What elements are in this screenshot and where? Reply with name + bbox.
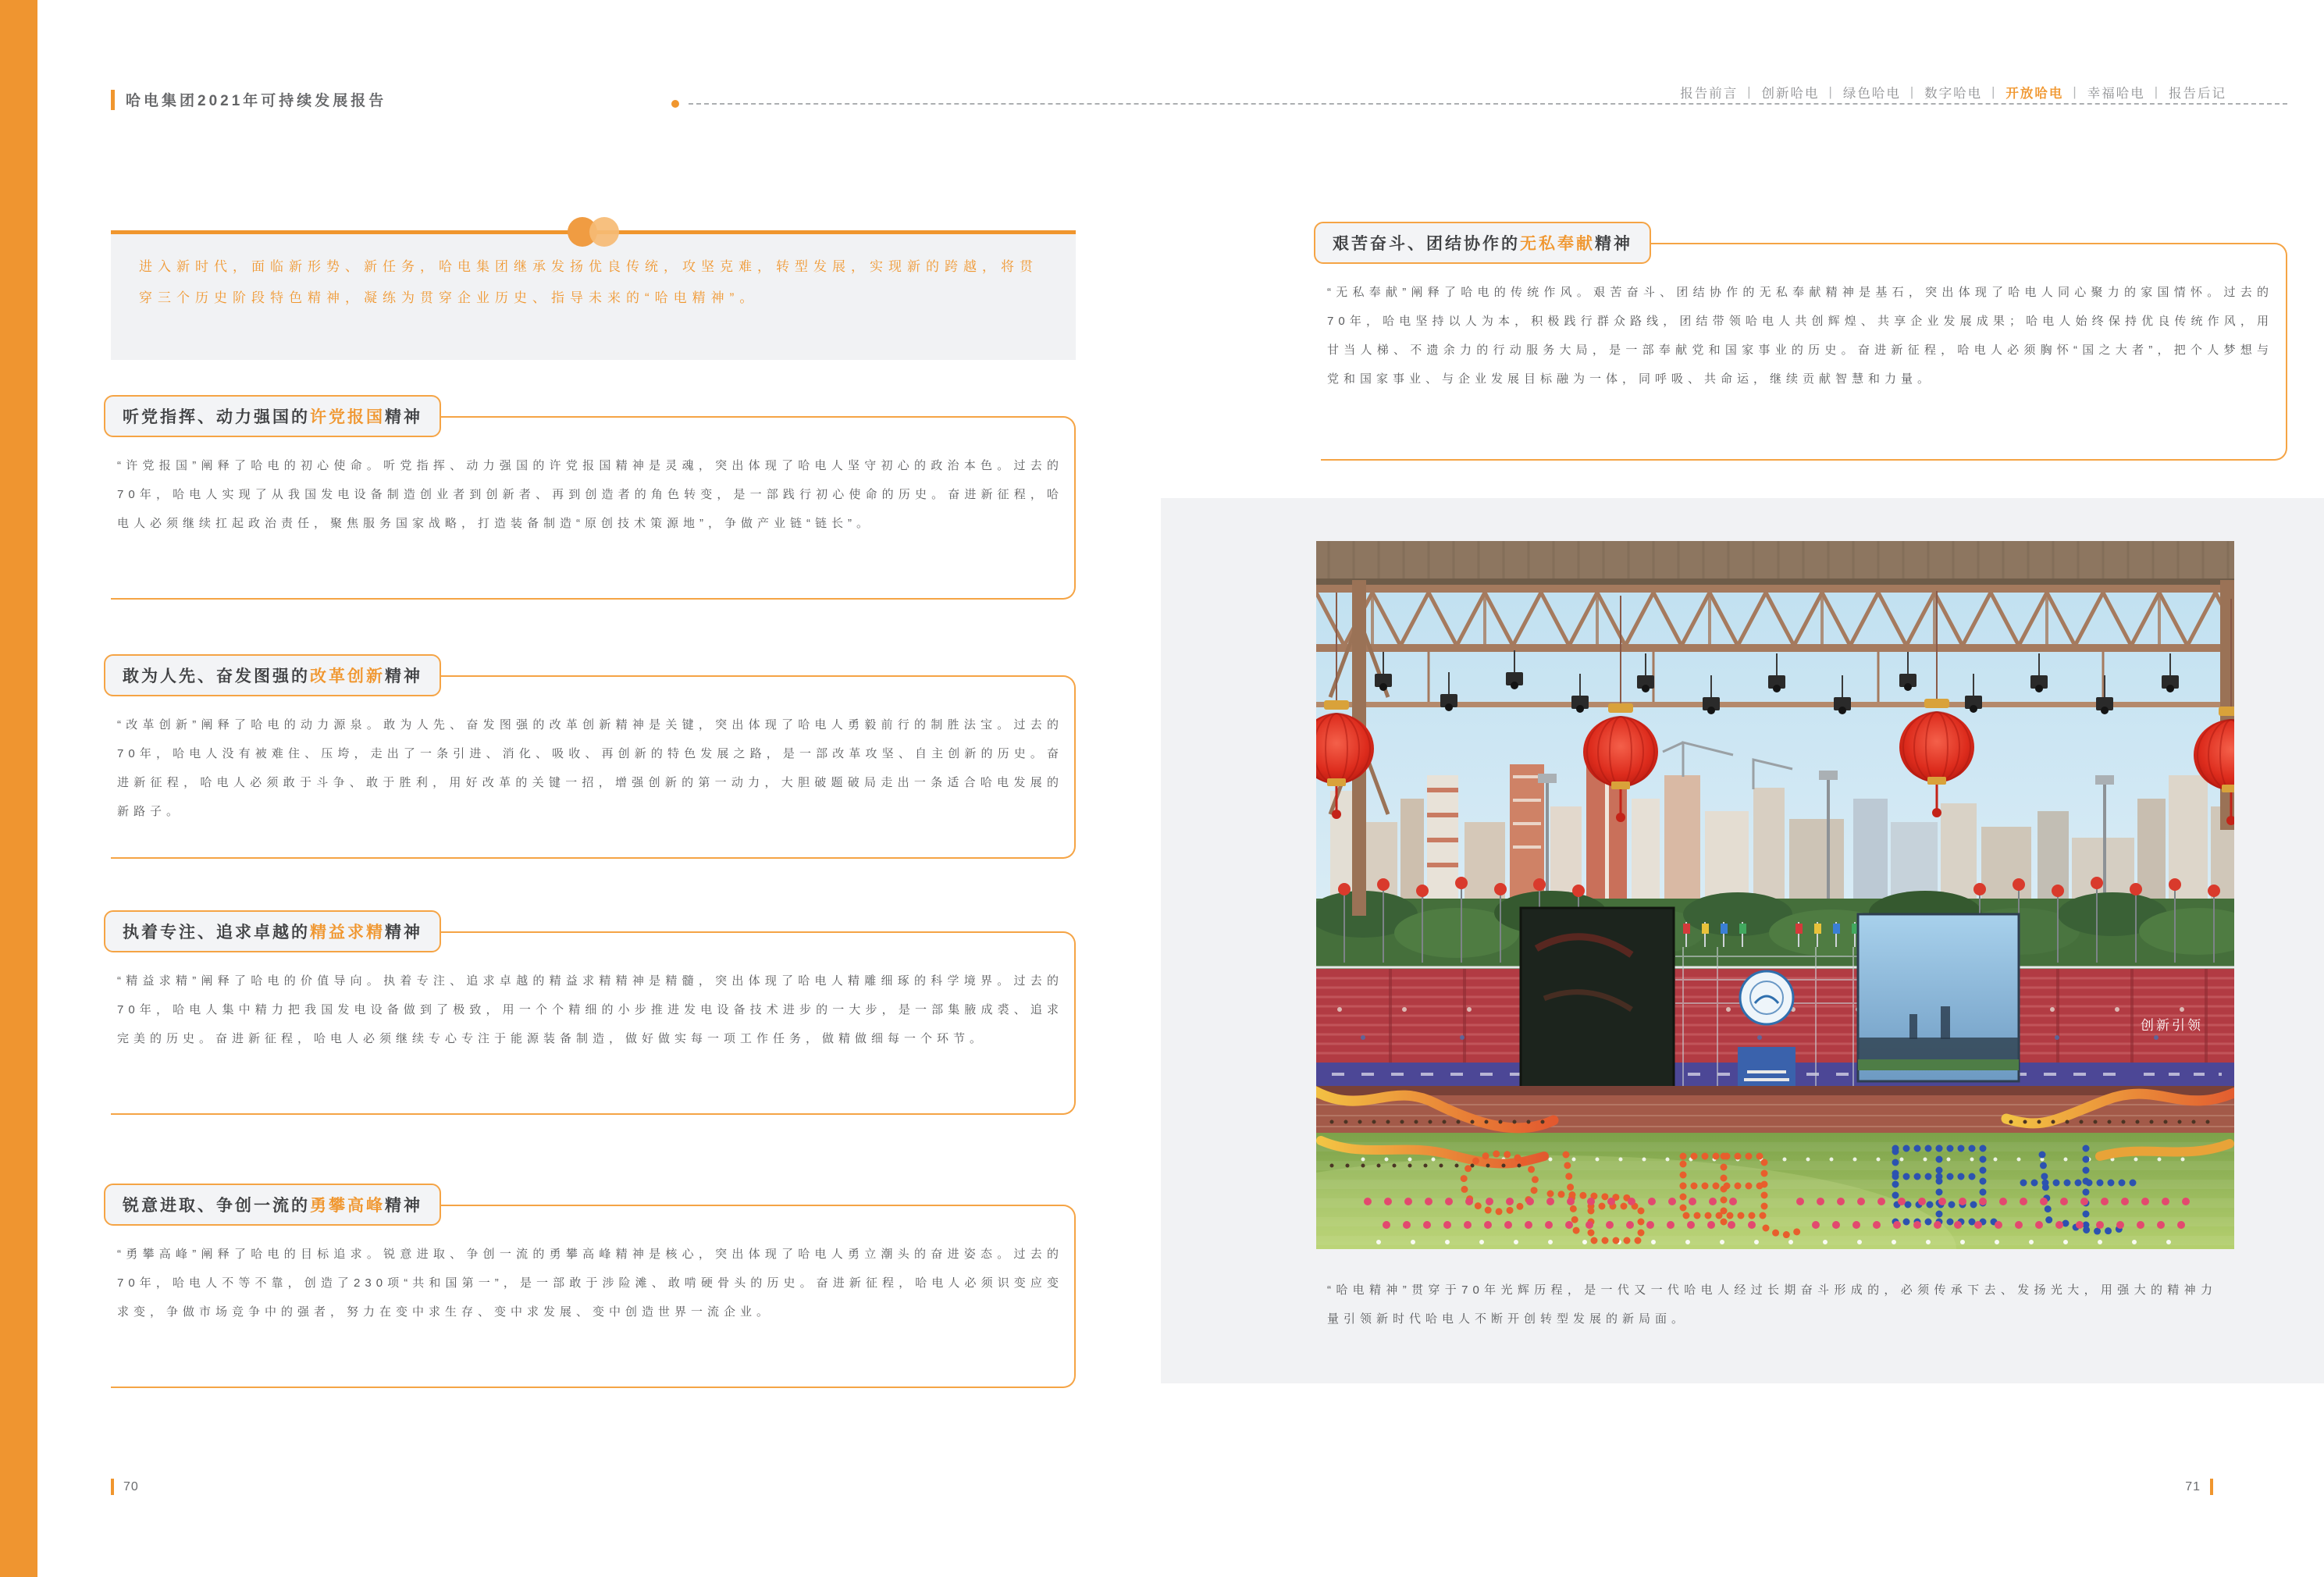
spirit-section-gaigechuangxin — [104, 654, 1076, 859]
page-number-left — [111, 1479, 139, 1495]
nav-separator: | — [2073, 84, 2078, 99]
spirit-section-jingyiqiujing — [104, 910, 1076, 1115]
nav-item: 幸福哈电 — [2087, 87, 2145, 101]
photo-panel — [1161, 498, 2324, 1383]
page-number-value: 71 — [2185, 1479, 2201, 1493]
nav-separator: | — [1747, 84, 1753, 99]
title-suffix: 精神 — [385, 408, 422, 426]
title-prefix: 执着专注、追求卓越的 — [123, 924, 310, 942]
nav-item: 报告后记 — [2169, 87, 2226, 101]
nav-item-active: 开放哈电 — [2005, 87, 2064, 101]
nav-item: 数字哈电 — [1924, 87, 1983, 101]
title-highlight: 许党报国 — [310, 408, 385, 426]
nav-separator: | — [1828, 84, 1834, 99]
section-body: “许党报国”阐释了哈电的初心使命。听党指挥、动力强国的许党报国精神是灵魂，突出体现了哈电人坚守初心的政治本色。过去的70年，哈电人实现了从我国发电设备制造创业者到创新者、再到创造者的角色转变，是一部践行初心使命的历史。奋进新征程，哈电人必须继续扛起政治责任，聚焦服务国家战略，打造装备制造“原创技术策源地”，争做产业链“链长”。 — [117, 459, 1063, 530]
section-title-tab — [104, 1184, 441, 1226]
nav-item: 创新哈电 — [1761, 87, 1820, 101]
accent-bar — [111, 1479, 114, 1495]
title-prefix: 敢为人先、奋发图强的 — [123, 667, 310, 685]
intro-highlight-box — [111, 230, 1076, 360]
title-prefix: 锐意进取、争创一流的 — [123, 1197, 310, 1215]
title-highlight: 勇攀高峰 — [310, 1197, 385, 1215]
led-screen-right — [1858, 914, 2019, 1081]
page-number-value: 70 — [123, 1479, 139, 1493]
title-suffix: 精神 — [1595, 235, 1632, 253]
section-title-tab — [104, 395, 441, 437]
led-screen-left — [1521, 908, 1674, 1089]
running-head-left — [111, 89, 386, 110]
nav-separator: | — [1909, 84, 1916, 99]
chapter-nav — [1680, 83, 2226, 101]
spirit-section-yongpangaofeng — [104, 1184, 1076, 1388]
title-prefix: 听党指挥、动力强国的 — [123, 408, 310, 426]
title-highlight: 精益求精 — [310, 924, 385, 942]
title-suffix: 精神 — [385, 667, 422, 685]
section-body: “无私奉献”阐释了哈电的传统作风。艰苦奋斗、团结协作的无私奉献精神是基石，突出体现了哈电人同心聚力的家国情怀。过去的70年，哈电坚持以人为本，积极践行群众路线，团结带领哈电人共创辉煌、共享企业发展成果；哈电人始终保持优良传统作风，用甘当人梯、不遗余力的行动服务大局，是一部奉献党和国家事业的历史。奋进新征程，哈电人必须胸怀“国之大者”，把个人梦想与党和国家事业、与企业发展目标融为一体，同呼吸、共命运，继续贡献智慧和力量。 — [1327, 286, 2273, 386]
section-body: “勇攀高峰”阐释了哈电的目标追求。锐意进取、争创一流的勇攀高峰精神是核心，突出体现了哈电人勇立潮头的奋进姿态。过去的70年，哈电人不等不靠，创造了230项“共和国第一”，是一部敢于涉险滩、敢啃硬骨头的历史。奋进新征程，哈电人必须识变应变求变，争做市场竞争中的强者，努力在变中求生存、变中求发展、变中创造世界一流企业。 — [117, 1248, 1063, 1319]
rule-dot — [671, 100, 679, 108]
nav-separator: | — [2154, 84, 2159, 99]
accent-bar — [111, 90, 115, 110]
section-title-tab — [104, 910, 441, 952]
left-bleed-strip — [0, 0, 37, 1577]
spirit-section-xudangbaoguo — [104, 395, 1076, 600]
section-title-tab — [1314, 222, 1651, 264]
report-title: 哈电集团2021年可持续发展报告 — [126, 93, 387, 109]
section-body: “改革创新”阐释了哈电的动力源泉。敢为人先、奋发图强的改革创新精神是关键，突出体现了哈电人勇毅前行的制胜法宝。过去的70年，哈电人没有被难住、压垮，走出了一条引进、消化、吸收、再创新的特色发展之路，是一部改革攻坚、自主创新的历史。奋进新征程，哈电人必须敢于斗争、敢于胜利，用好改革的关键一招，增强创新的第一动力，大胆破题破局走出一条适合哈电发展的新路子。 — [117, 718, 1063, 818]
section-body: “精益求精”阐释了哈电的价值导向。执着专注、追求卓越的精益求精精神是精髓，突出体现了哈电人精雕细琢的科学境界。过去的70年，哈电人集中精力把我国发电设备做到了极致，用一个个精细的小步推进发电设备技术进步的一大步，是一部集腋成裘、追求完美的历史。奋进新征程，哈电人必须继续专心专注于能源装备制造，做好做实每一项工作任务，做精做细每一个环节。 — [117, 974, 1063, 1045]
nav-item: 报告前言 — [1680, 87, 1739, 101]
section-title-tab — [104, 654, 441, 696]
accent-bar — [2210, 1479, 2213, 1495]
nav-separator: | — [1991, 84, 1997, 99]
twin-circle-icon — [589, 217, 619, 247]
title-highlight: 无私奉献 — [1520, 235, 1595, 253]
stadium-ceremony-photo — [1316, 541, 2234, 1249]
stand-banner-text: 创新引领 — [2141, 1018, 2203, 1033]
photo-caption: “哈电精神”贯穿于70年光辉历程，是一代又一代哈电人经过长期奋斗形成的，必须传承下去、发扬光大，用强大的精神力量引领新时代哈电人不断开创转型发展的新局面。 — [1327, 1283, 2217, 1326]
page-number-right — [2185, 1479, 2213, 1495]
title-highlight: 改革创新 — [310, 667, 385, 685]
dashed-rule — [689, 103, 2287, 105]
title-prefix: 艰苦奋斗、团结协作的 — [1333, 235, 1520, 253]
spirit-section-wusifengxian — [1314, 222, 2287, 461]
title-suffix: 精神 — [385, 1197, 422, 1215]
intro-text: 进入新时代，面临新形势、新任务，哈电集团继承发扬优良传统，攻坚克难，转型发展，实现新的跨越，将贯穿三个历史阶段特色精神，凝练为贯穿企业历史、指导未来的“哈电精神”。 — [139, 259, 1038, 305]
nav-item: 绿色哈电 — [1842, 87, 1901, 101]
title-suffix: 精神 — [385, 924, 422, 942]
